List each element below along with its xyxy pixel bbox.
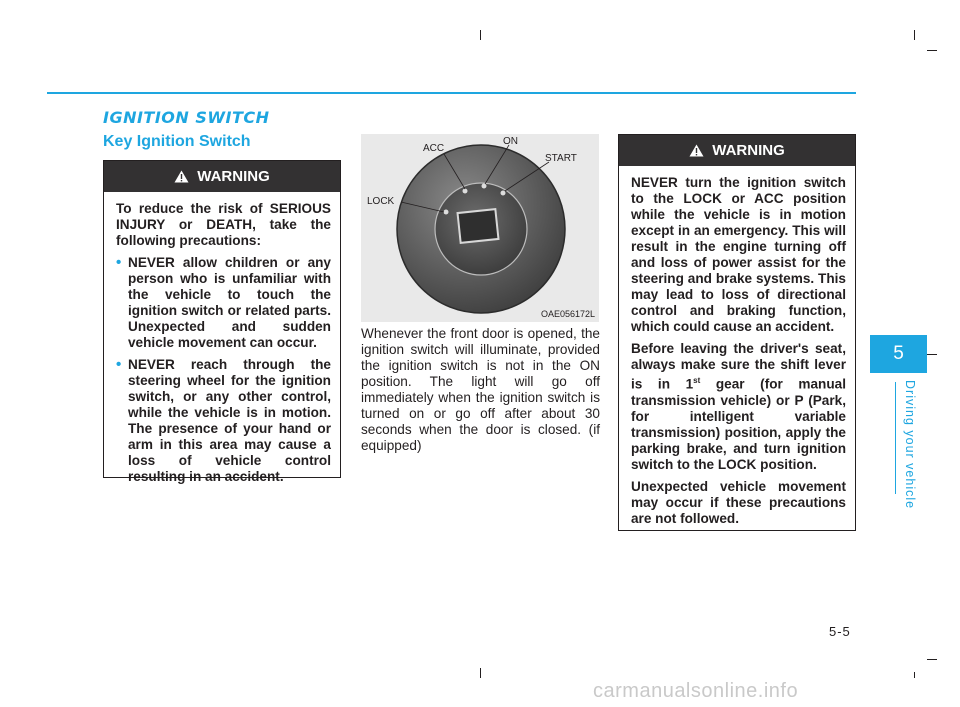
- crop-mark: [480, 668, 481, 678]
- warning-body: [104, 192, 340, 485]
- figure-label-lock: LOCK: [367, 196, 395, 207]
- warning-paragraph: Unexpected vehicle movement may occur if these precautions are not followed.: [631, 478, 846, 526]
- crop-mark: [927, 659, 937, 660]
- ignition-switch-figure: [361, 134, 599, 322]
- chapter-tab: 5: [870, 335, 927, 373]
- figure-label-start: START: [545, 153, 577, 164]
- page-subtitle: Key Ignition Switch: [103, 133, 251, 150]
- warning-triangle-icon: [689, 144, 704, 157]
- warning-header: [619, 135, 855, 166]
- warning-bullet: • NEVER reach through the steering wheel for the ignition switch, or any other control, while the vehicle is in motion. The presence of your hand or arm in this area may cause a loss of vehicle control resulting in an accident.: [116, 357, 331, 485]
- crop-mark: [914, 672, 915, 678]
- warning-paragraph: NEVER turn the ignition switch to the LOCK or ACC position while the vehicle is in motion except in an emergency. This will result in the engine turning off and loss of power assist for the steering and brake systems. This may lead to loss of directional control and braking function, which could cause an accident.: [631, 175, 846, 334]
- warning-triangle-icon: [174, 170, 189, 183]
- crop-mark: [480, 30, 481, 40]
- warning-paragraph: [631, 341, 846, 473]
- figure-code: OAE056172L: [540, 309, 595, 319]
- page-number: 5-5: [829, 624, 851, 639]
- warning-text: Before leaving the driver's seat, always make sure the shift lever is in 1: [631, 341, 846, 392]
- figure-label-acc: ACC: [423, 143, 445, 154]
- warning-body: [619, 166, 855, 527]
- crop-mark: [927, 50, 937, 51]
- warning-box-right: [618, 134, 856, 531]
- crop-mark: [927, 354, 937, 355]
- section-title: IGNITION SWITCH: [103, 108, 270, 127]
- chapter-tab-label: Driving your vehicle: [903, 380, 917, 510]
- chapter-tab-rule: [895, 382, 896, 494]
- crop-mark: [914, 30, 915, 40]
- warning-bullet: • NEVER allow children or any person who is unfamiliar with the vehicle to touch the ignition switch or related parts. Unexpected and sudden vehicle movement can occur.: [116, 255, 331, 351]
- header-rule: [47, 92, 856, 94]
- warning-intro: To reduce the risk of SERIOUS INJURY or DEATH, take the following precautions:: [116, 201, 331, 248]
- warning-heading: WARNING: [712, 142, 785, 159]
- watermark: carmanualsonline.info: [593, 680, 799, 702]
- warning-bullet-list: [116, 255, 331, 485]
- figure-label-on: ON: [503, 136, 518, 147]
- superscript: st: [693, 376, 701, 385]
- warning-text: gear (for manual transmission vehicle) or P (Park, for intelligent variable transmission) position, apply the parking brake, and turn ignition switch to the LOCK position.: [631, 376, 846, 472]
- warning-box-left: [103, 160, 341, 484]
- body-paragraph: Whenever the front door is opened, the ignition switch will illuminate, provided the ignition switch is not in the ON position. The light will go off immediately when the ignition switch is turned on or go off after about 30 seconds when the door is closed. (if equipped): [361, 326, 600, 453]
- warning-heading: WARNING: [197, 168, 270, 185]
- warning-header: [104, 161, 340, 192]
